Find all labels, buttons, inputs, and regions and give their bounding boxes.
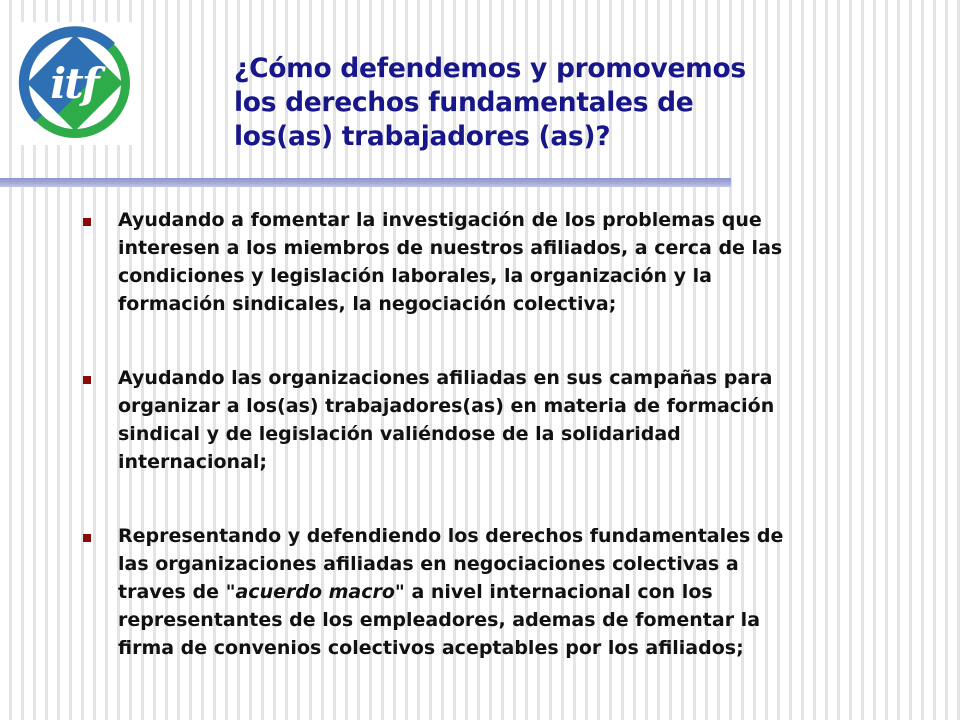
bullet-line: Ayudando las organizaciones afiliadas en sus campañas para xyxy=(118,367,773,389)
bullet-list xyxy=(83,206,883,708)
square-bullet-icon xyxy=(83,218,91,226)
square-bullet-icon xyxy=(83,376,91,384)
bullet-line: formación sindicales, la negociación colectiva; xyxy=(118,293,617,315)
bullet-line: firma de convenios colectivos aceptables por los afiliados; xyxy=(118,637,744,659)
bullet-line: las organizaciones afiliadas en negociaciones colectivas a xyxy=(118,553,739,575)
bullet-text xyxy=(118,206,883,318)
bullet-text-segment: traves de " xyxy=(118,581,236,603)
bullet-text-segment: a nivel internacional con los xyxy=(404,581,713,603)
slide-title xyxy=(234,52,874,154)
bullet-item-representation xyxy=(83,522,883,662)
itf-logo-graphic xyxy=(14,22,137,145)
itf-logo xyxy=(14,22,137,145)
bullet-line: representantes de los empleadores, ademas de fomentar la xyxy=(118,609,761,631)
bullet-line: organizar a los(as) trabajadores(as) en materia de formación xyxy=(118,395,775,417)
bullet-line: interesen a los miembros de nuestros afiliados, a cerca de las xyxy=(118,237,783,259)
square-bullet-icon xyxy=(83,534,91,542)
bullet-text xyxy=(118,522,883,662)
bullet-line: sindical y de legislación valiéndose de la solidaridad xyxy=(118,423,681,445)
bullet-line: internacional; xyxy=(118,451,268,473)
bullet-line: condiciones y legislación laborales, la organización y la xyxy=(118,265,712,287)
bullet-text xyxy=(118,364,883,476)
bullet-item-campaigns xyxy=(83,364,883,476)
bullet-line: Representando y defendiendo los derechos fundamentales de xyxy=(118,525,784,547)
title-line: los derechos fundamentales de xyxy=(234,87,694,118)
title-line: los(as) trabajadores (as)? xyxy=(234,121,611,152)
title-divider xyxy=(0,178,731,187)
bullet-italic-term: acuerdo macro" xyxy=(235,581,405,603)
title-line: ¿Cómo defendemos y promovemos xyxy=(234,53,746,84)
bullet-line xyxy=(118,578,883,606)
bullet-line: Ayudando a fomentar la investigación de los problemas que xyxy=(118,209,762,231)
bullet-item-research xyxy=(83,206,883,318)
logo-text: itf xyxy=(50,59,98,108)
